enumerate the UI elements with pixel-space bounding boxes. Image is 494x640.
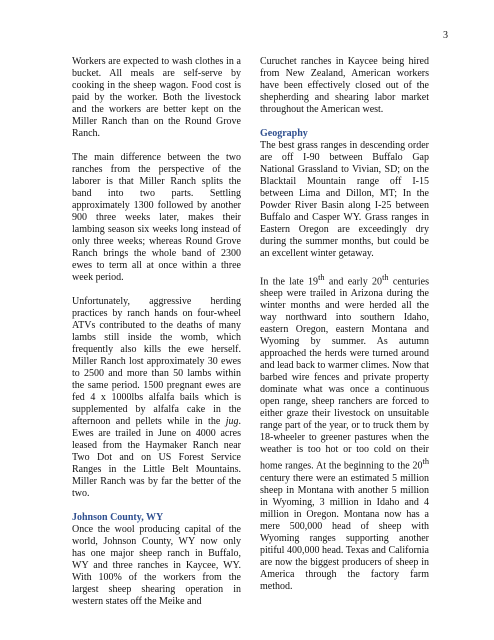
text-run: In the late 19 [260,276,319,288]
paragraph-wash-clothes: Workers are expected to wash clothes in a bucket. All meals are self-serve by cooking in the sheep wagon. Food cost is paid by the worker. Both the livestock and the workers are better kept on the Miller Ranch than on the Round Grove Ranch. [72,56,241,139]
right-column [260,56,429,593]
superscript: th [422,457,429,467]
italic-jug: jug [225,416,239,427]
paragraph-herding-practices [72,296,241,500]
text-run: . Ewes are trailed in June on 4000 acres leased from the Haymaker Ranch near Two Dot and on US Forest Service Ranges in the Little Belt Mountains. Miller Ranch was by far the better of the two. [72,416,242,499]
page-number: 3 [443,30,448,41]
superscript: th [318,273,325,282]
text-run: centuries sheep were trailed in Arizona during the winter months and were herded all the way northward into southern Idaho, eastern Oregon, eastern Montana and Wyoming by summer. As autumn approached the herds were turned around and lead back to warmer climes. Now that barbed wire fences and private property dominate what was once a continuous open range, sheep ranchers are forced to either graze their livestock on unsuitable range part of the year, or to truck them by 18-wheeler to greener pastures when the weather is too hot or too cold on their home ranges. At the beginning to the 20 [260,276,429,472]
superscript: th [382,273,389,282]
left-column [72,56,241,608]
paragraph-history [260,272,429,593]
paragraph-curuchet: Curuchet ranches in Kaycee being hired from New Zealand, American workers have been effectively closed out of the shepherding and shearing labor market throughout the American west. [260,56,429,115]
heading-johnson-county: Johnson County, WY [72,512,164,523]
heading-geography: Geography [260,128,308,139]
paragraph-ranch-difference: The main difference between the two ranches from the perspective of the laborer is that Miller Ranch splits the band into two parts. Settling approximately 1300 followed by another 900 three weeks later, makes their lambing season six weeks long instead of only three weeks; whereas Round Grove Ranch brings the whole band of 2300 ewes to term all at once within a three week period. [72,152,241,283]
text-run: century there were an estimated 5 million sheep in Montana with another 5 million in Wyoming, 3 million in Idaho and 4 million in Oregon. Montana now has a mere 500,000 head of sheep with Wyoming ranges supporting another pitiful 400,000 head. Texas and California are now the biggest producers of sheep in America through the factory farm method. [260,472,429,592]
paragraph-johnson-county: Once the wool producing capital of the world, Johnson County, WY now only has one major sheep ranch in Buffalo, WY and three ranches in Kaycee, WY. With 100% of the workers from the largest sheep shearing operation in western states off the Meike and [72,524,241,607]
text-run: and early 20 [324,276,383,288]
text-run: Unfortunately, aggressive herding practices by ranch hands on four-wheel ATVs contributed to the deaths of many lambs still inside the womb, which frequently also kills the ewe herself. Miller Ranch lost approximately 30 ewes to 2500 and more than 50 lambs within the same period. 1500 pregnant ewes are fed 4 x 1000lbs alfalfa bails which is supplemented by alfalfa cake in the afternoon and pellets while in the [72,296,241,427]
paragraph-grass-ranges: The best grass ranges in descending order are off I-90 between Buffalo Gap National Grassland to Vivian, SD; on the Blacktail Mountain range off I-15 between Lima and Dillon, MT; In the Powder River Basin along I-25 between Buffalo and Casper WY. Grass ranges in Eastern Oregon are exceedingly dry during the summer months, but could be an excellent winter getaway. [260,140,429,259]
